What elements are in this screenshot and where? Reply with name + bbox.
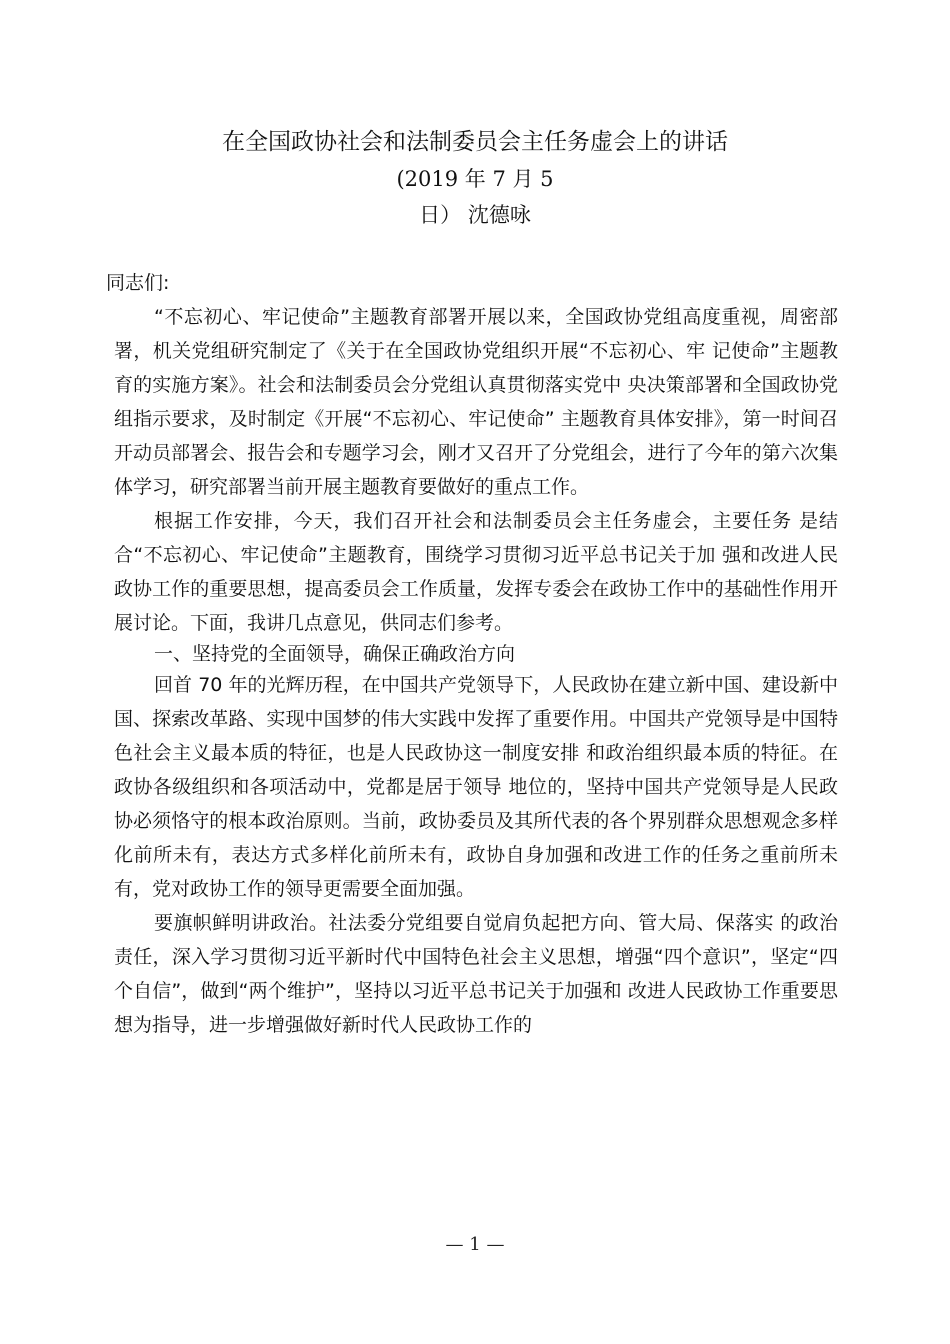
salutation: 同志们: [106,272,170,294]
section-heading: 一、坚持党的全面领导，确保正确政治方向 [154,643,516,665]
body-text [106,266,838,1042]
paragraph: “不忘初心、牢记使命”主题教育部署开展以来，全国政协党组高度重视，周密部署，机关党组研究制定了《关于在全国政协党组织开展“不忘初心、牢 记使命”主题教育的实施方案》。社会和法制委员会分党组认真贯彻落实党中 央决策部署和全国政协党组指示要求，及时制定《开展“不忘初心、牢记使命” 主题教育具体安排》，第一时间召开动员部署会、报告会和专题学习会，刚才又召开了分党组会，进行了今年的第六次集体学习，研究部署当前开展主题教育要做好的重点工作。 [114,306,838,498]
author-line: 日） 沈德咏 [419,203,531,227]
paragraph: 根据工作安排，今天，我们召开社会和法制委员会主任务虚会，主要任务 是结合“不忘初心、牢记使命”主题教育，围绕学习贯彻习近平总书记关于加 强和改进人民政协工作的重要思想，提高委员会工作质量，发挥专委会在政协工作中的基础性作用开展讨论。下面，我讲几点意见，供同志们参考。 [114,510,838,634]
date-line: (2019 年 7 月 5 [396,167,554,191]
document-title: 在全国政协社会和法制委员会主任务虚会上的讲话 [222,129,728,155]
paragraph: 要旗帜鲜明讲政治。社法委分党组要自觉肩负起把方向、管大局、保落实 的政治责任，深入学习贯彻习近平新时代中国特色社会主义思想，增强“四个意识”，坚定“四个自信”，做到“两个维护”，坚持以习近平总书记关于加强和 改进人民政协工作重要思想为指导，进一步增强做好新时代人民政协工作的 [114,912,838,1036]
paragraph: 回首 70 年的光辉历程，在中国共产党领导下，人民政协在建立新中国、建设新中国、探索改革路、实现中国梦的伟大实践中发挥了重要作用。中国共产党领导是中国特色社会主义最本质的特征，也是人民政协这一制度安排 和政治组织最本质的特征。在政协各级组织和各项活动中，党都是居于领导 地位的，坚持中国共产党领导是人民政协必须恪守的根本政治原则。当前，政协委员及其所代表的各个界别群众思想观念多样化前所未有，表达方式多样化前所未有，政协自身加强和改进工作的任务之重前所未有，党对政协工作的领导更需要全面加强。 [114,674,838,900]
page-number: — 1 — [445,1234,505,1255]
